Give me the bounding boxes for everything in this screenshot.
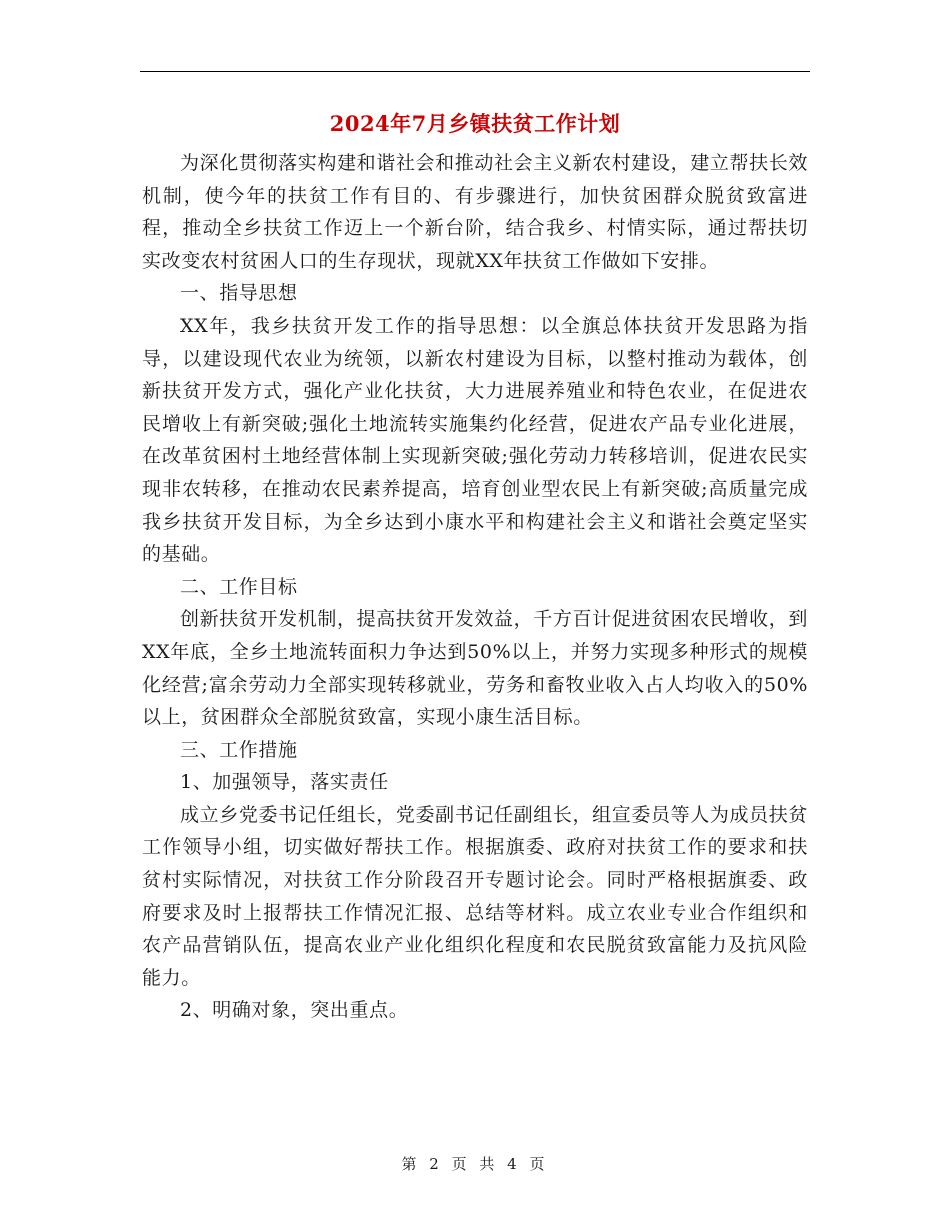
section-heading-work-measures: 三、工作措施 bbox=[180, 738, 298, 761]
subsection-heading-leadership: 1、加强领导，落实责任 bbox=[180, 771, 389, 794]
document-title: 2024年7月乡镇扶贫工作计划 bbox=[329, 111, 621, 136]
section-heading-guiding-thought: 一、指导思想 bbox=[180, 282, 298, 305]
page-number-footer: 第 2 页 共 4 页 bbox=[401, 1155, 549, 1173]
guiding-thought-paragraph: XX年，我乡扶贫开发工作的指导思想：以全旗总体扶贫开发思路为指导，以建设现代农业为统领，以新农村建设为目标，以整村推动为载体，创新扶贫开发方式，强化产业化扶贫，大力进展养殖业和特色农业，在促进农民增收上有新突破;强化土地流转实施集约化经营，促进农产品专业化进展，在改革贫困村土地经营体制上实现新突破;强化劳动力转移培训，促进农民实现非农转移，在推动农民素养提高，培育创业型农民上有新突破;高质量完成我乡扶贫开发目标，为全乡达到小康水平和构建社会主义和谐社会奠定坚实的基础。 bbox=[142, 314, 808, 566]
section-heading-work-goals: 二、工作目标 bbox=[180, 575, 298, 598]
subsection-heading-targets: 2、明确对象，突出重点。 bbox=[180, 999, 409, 1022]
leadership-paragraph: 成立乡党委书记任组长，党委副书记任副组长，组宣委员等人为成员扶贫工作领导小组，切实做好帮扶工作。根据旗委、政府对扶贫工作的要求和扶贫村实际情况，对扶贫工作分阶段召开专题讨论会。同时严格根据旗委、政府要求及时上报帮扶工作情况汇报、总结等材料。成立农业专业合作组织和农产品营销队伍，提高农业产业化组织化程度和农民脱贫致富能力及抗风险能力。 bbox=[142, 803, 808, 989]
intro-paragraph: 为深化贯彻落实构建和谐社会和推动社会主义新农村建设，建立帮扶长效机制，使今年的扶贫工作有目的、有步骤进行，加快贫困群众脱贫致富进程，推动全乡扶贫工作迈上一个新台阶，结合我乡、村情实际，通过帮扶切实改变农村贫困人口的生存现状，现就XX年扶贫工作做如下安排。 bbox=[142, 152, 808, 272]
work-goals-paragraph: 创新扶贫开发机制，提高扶贫开发效益，千方百计促进贫困农民增收，到XX年底，全乡土地流转面积力争达到50%以上，并努力实现多种形式的规模化经营;富余劳动力全部实现转移就业，劳务和畜牧业收入占人均收入的50%以上，贫困群众全部脱贫致富，实现小康生活目标。 bbox=[142, 608, 808, 729]
document-body bbox=[142, 147, 808, 1027]
header-rule bbox=[140, 71, 810, 72]
